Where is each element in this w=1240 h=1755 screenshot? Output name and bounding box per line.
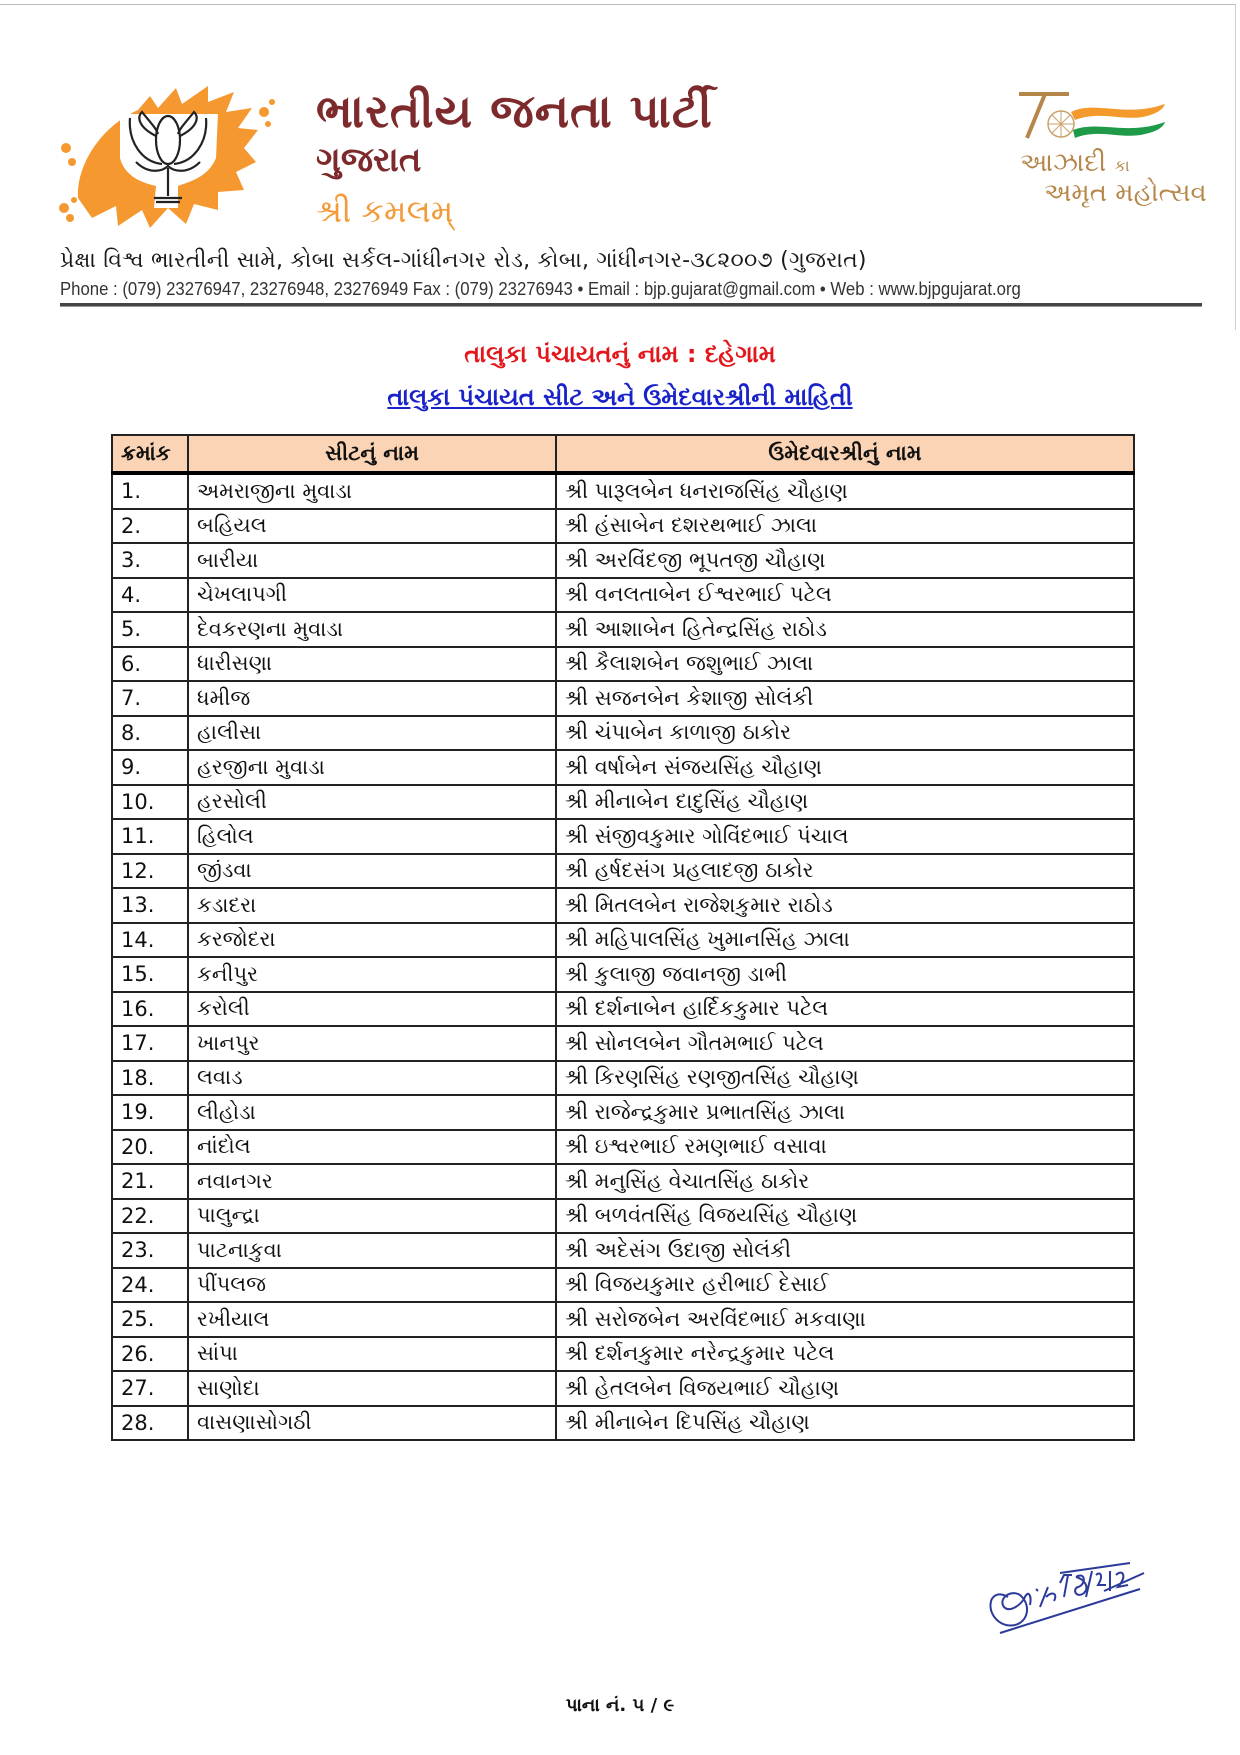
table-row xyxy=(112,1406,1134,1441)
table-row xyxy=(112,819,1134,854)
seat-name-cell: કડાદરા xyxy=(188,888,556,923)
candidate-name-cell: શ્રી મીનાબેન દિપસિંહ ચૌહાણ xyxy=(556,1406,1134,1441)
seat-name-cell: લીહોડા xyxy=(188,1095,556,1130)
serial-no-cell: 24. xyxy=(112,1268,188,1303)
serial-no-cell: 14. xyxy=(112,923,188,958)
seat-name-cell: ધારીસણા xyxy=(188,647,556,682)
seat-name-cell: હરસોલી xyxy=(188,785,556,820)
office-address: પ્રેક્ષા વિશ્વ ભારતીની સામે, કોબા સર્કલ-ગાંધીનગર રોડ, કોબા, ગાંધીનગર-૩૮૨૦૦૭ (ગુજરાત) xyxy=(60,248,867,273)
document-title: તાલુકા પંચાયતનું નામ : દહેગામ xyxy=(464,340,776,368)
table-row xyxy=(112,1302,1134,1337)
candidate-name-cell: શ્રી સંજીવકુમાર ગોવિંદભાઈ પંચાલ xyxy=(556,819,1134,854)
candidate-name-cell: શ્રી સરોજબેન અરવિંદભાઈ મકવાણા xyxy=(556,1302,1134,1337)
table-row xyxy=(112,473,1134,509)
serial-no-cell: 15. xyxy=(112,957,188,992)
serial-no-cell: 12. xyxy=(112,854,188,889)
serial-no-cell: 4. xyxy=(112,578,188,613)
table-header-row xyxy=(112,435,1134,473)
serial-no-cell: 5. xyxy=(112,612,188,647)
table-row xyxy=(112,1233,1134,1268)
serial-no-cell: 28. xyxy=(112,1406,188,1441)
serial-no-cell: 19. xyxy=(112,1095,188,1130)
seat-name-cell: પાટનાકુવા xyxy=(188,1233,556,1268)
page-number: પાના નં. ૫ / ૯ xyxy=(565,1695,675,1716)
seat-name-cell: પીંપલજ xyxy=(188,1268,556,1303)
seat-name-cell: કરજોદરા xyxy=(188,923,556,958)
seat-name-cell: વાસણાસોગઠી xyxy=(188,1406,556,1441)
seat-name-cell: નાંદોલ xyxy=(188,1130,556,1165)
table-row xyxy=(112,992,1134,1027)
org-state: ગુજરાત xyxy=(316,140,422,180)
seat-name-cell: ચેખલાપગી xyxy=(188,578,556,613)
azadi-text-line2: અમૃત મહોત્સવ xyxy=(1044,178,1207,208)
contact-info: Phone : (079) 23276947, 23276948, 23276949 Fax : (079) 23276943 • Email : bjp.gujarat@gmail.com • Web : www.bjpgujarat.org xyxy=(60,279,1021,299)
table-row xyxy=(112,612,1134,647)
org-name: ભારતીય જનતા પાર્ટી xyxy=(316,84,713,138)
seat-name-cell: સાણોદા xyxy=(188,1371,556,1406)
table-row xyxy=(112,1026,1134,1061)
table-row xyxy=(112,681,1134,716)
serial-no-cell: 26. xyxy=(112,1337,188,1372)
seat-name-cell: અમરાજીના મુવાડા xyxy=(188,473,556,509)
serial-no-cell: 21. xyxy=(112,1164,188,1199)
serial-no-cell: 18. xyxy=(112,1061,188,1096)
table-row xyxy=(112,1164,1134,1199)
seat-name-cell: બહિયલ xyxy=(188,509,556,544)
serial-no-cell: 20. xyxy=(112,1130,188,1165)
candidate-name-cell: શ્રી હર્ષદસંગ પ્રહલાદજી ઠાકોર xyxy=(556,854,1134,889)
seat-name-cell: હિલોલ xyxy=(188,819,556,854)
table-row xyxy=(112,1095,1134,1130)
candidate-name-cell: શ્રી મહિપાલસિંહ ખુમાનસિંહ ઝાલા xyxy=(556,923,1134,958)
seat-name-cell: લવાડ xyxy=(188,1061,556,1096)
candidate-name-cell: શ્રી સોનલબેન ગૌતમભાઈ પટેલ xyxy=(556,1026,1134,1061)
table-row xyxy=(112,854,1134,889)
candidate-name-cell: શ્રી આશાબેન હિતેન્દ્રસિંહ રાઠોડ xyxy=(556,612,1134,647)
serial-no-cell: 25. xyxy=(112,1302,188,1337)
candidate-name-cell: શ્રી વનલતાબેન ઈશ્વરભાઈ પટેલ xyxy=(556,578,1134,613)
table-row xyxy=(112,1268,1134,1303)
candidate-name-cell: શ્રી હેતલબેન વિજયભાઈ ચૌહાણ xyxy=(556,1371,1134,1406)
candidate-name-cell: શ્રી મીનાબેન દાદુસિંહ ચૌહાણ xyxy=(556,785,1134,820)
candidate-name-cell: શ્રી અદેસંગ ઉદાજી સોલંકી xyxy=(556,1233,1134,1268)
candidate-name-cell: શ્રી મિતલબેન રાજેશકુમાર રાઠોડ xyxy=(556,888,1134,923)
candidate-name-cell: શ્રી કિરણસિંહ રણજીતસિંહ ચૌહાણ xyxy=(556,1061,1134,1096)
header-seat-name: સીટનું નામ xyxy=(188,435,556,473)
seat-name-cell: હાલીસા xyxy=(188,716,556,751)
serial-no-cell: 17. xyxy=(112,1026,188,1061)
header-candidate-name: ઉમેદવારશ્રીનું નામ xyxy=(556,435,1134,473)
seat-name-cell: બારીયા xyxy=(188,543,556,578)
serial-no-cell: 3. xyxy=(112,543,188,578)
seat-name-cell: હરજીના મુવાડા xyxy=(188,750,556,785)
candidate-table xyxy=(111,434,1135,1441)
table-body xyxy=(112,473,1134,1440)
azadi-text-ka: કા xyxy=(1114,156,1130,175)
serial-no-cell: 10. xyxy=(112,785,188,820)
azadi-text-line1 xyxy=(1020,148,1130,179)
candidate-name-cell: શ્રી કૈલાશબેન જશુભાઈ ઝાલા xyxy=(556,647,1134,682)
handwritten-signature-icon xyxy=(980,1545,1150,1635)
table-row xyxy=(112,1337,1134,1372)
header-serial-no: ક્રમાંક xyxy=(112,435,188,473)
serial-no-cell: 11. xyxy=(112,819,188,854)
candidate-name-cell: શ્રી બળવંતસિંહ વિજયસિંહ ચૌહાણ xyxy=(556,1199,1134,1234)
seat-name-cell: દેવકરણના મુવાડા xyxy=(188,612,556,647)
table-row xyxy=(112,1371,1134,1406)
seat-name-cell: રખીયાલ xyxy=(188,1302,556,1337)
seat-name-cell: પાલુન્દ્રા xyxy=(188,1199,556,1234)
table-row xyxy=(112,716,1134,751)
candidate-name-cell: શ્રી મનુસિંહ વેચાતસિંહ ઠાકોર xyxy=(556,1164,1134,1199)
candidate-name-cell: શ્રી વર્ષાબેન સંજયસિંહ ચૌહાણ xyxy=(556,750,1134,785)
table-row xyxy=(112,647,1134,682)
serial-no-cell: 9. xyxy=(112,750,188,785)
seat-name-cell: ખાનપુર xyxy=(188,1026,556,1061)
bjp-lotus-logo-icon xyxy=(58,78,284,238)
candidate-name-cell: શ્રી રાજેન્દ્રકુમાર પ્રભાતસિંહ ઝાલા xyxy=(556,1095,1134,1130)
table-row xyxy=(112,957,1134,992)
azadi-text-main: આઝાદી xyxy=(1020,148,1107,178)
table-row xyxy=(112,1130,1134,1165)
seat-name-cell: કનીપુર xyxy=(188,957,556,992)
table-row xyxy=(112,543,1134,578)
table-row xyxy=(112,888,1134,923)
serial-no-cell: 1. xyxy=(112,473,188,509)
candidate-name-cell: શ્રી સજનબેન કેશાજી સોલંકી xyxy=(556,681,1134,716)
candidate-name-cell: શ્રી વિજયકુમાર હરીભાઈ દેસાઈ xyxy=(556,1268,1134,1303)
candidate-name-cell: શ્રી દર્શનાબેન હાર્દિકકુમાર પટેલ xyxy=(556,992,1134,1027)
seat-name-cell: નવાનગર xyxy=(188,1164,556,1199)
serial-no-cell: 22. xyxy=(112,1199,188,1234)
candidate-name-cell: શ્રી દર્શનકુમાર નરેન્દ્રકુમાર પટેલ xyxy=(556,1337,1134,1372)
serial-no-cell: 7. xyxy=(112,681,188,716)
table-row xyxy=(112,509,1134,544)
table-row xyxy=(112,578,1134,613)
candidate-name-cell: શ્રી ચંપાબેન કાળાજી ઠાકોર xyxy=(556,716,1134,751)
seat-name-cell: કરોલી xyxy=(188,992,556,1027)
table-row xyxy=(112,750,1134,785)
table-row xyxy=(112,1061,1134,1096)
candidate-name-cell: શ્રી પારૂલબેન ધનરાજસિંહ ચૌહાણ xyxy=(556,473,1134,509)
serial-no-cell: 23. xyxy=(112,1233,188,1268)
document-subtitle: તાલુકા પંચાયત સીટ અને ઉમેદવારશ્રીની માહિતી xyxy=(387,383,853,411)
table-row xyxy=(112,785,1134,820)
serial-no-cell: 2. xyxy=(112,509,188,544)
seat-name-cell: જીંડવા xyxy=(188,854,556,889)
candidate-name-cell: શ્રી ઇશ્વરભાઈ રમણભાઈ વસાવા xyxy=(556,1130,1134,1165)
candidate-name-cell: શ્રી હંસાબેન દશરથભાઈ ઝાલા xyxy=(556,509,1134,544)
table-row xyxy=(112,923,1134,958)
table-row xyxy=(112,1199,1134,1234)
seat-name-cell: સાંપા xyxy=(188,1337,556,1372)
header-divider xyxy=(60,303,1202,307)
office-name: શ્રી કમલમ્ xyxy=(316,192,454,230)
serial-no-cell: 8. xyxy=(112,716,188,751)
candidate-name-cell: શ્રી અરવિંદજી ભૂપતજી ચૌહાણ xyxy=(556,543,1134,578)
candidate-name-cell: શ્રી કુલાજી જવાનજી ડાભી xyxy=(556,957,1134,992)
serial-no-cell: 16. xyxy=(112,992,188,1027)
serial-no-cell: 13. xyxy=(112,888,188,923)
seat-name-cell: ધમીજ xyxy=(188,681,556,716)
serial-no-cell: 27. xyxy=(112,1371,188,1406)
serial-no-cell: 6. xyxy=(112,647,188,682)
